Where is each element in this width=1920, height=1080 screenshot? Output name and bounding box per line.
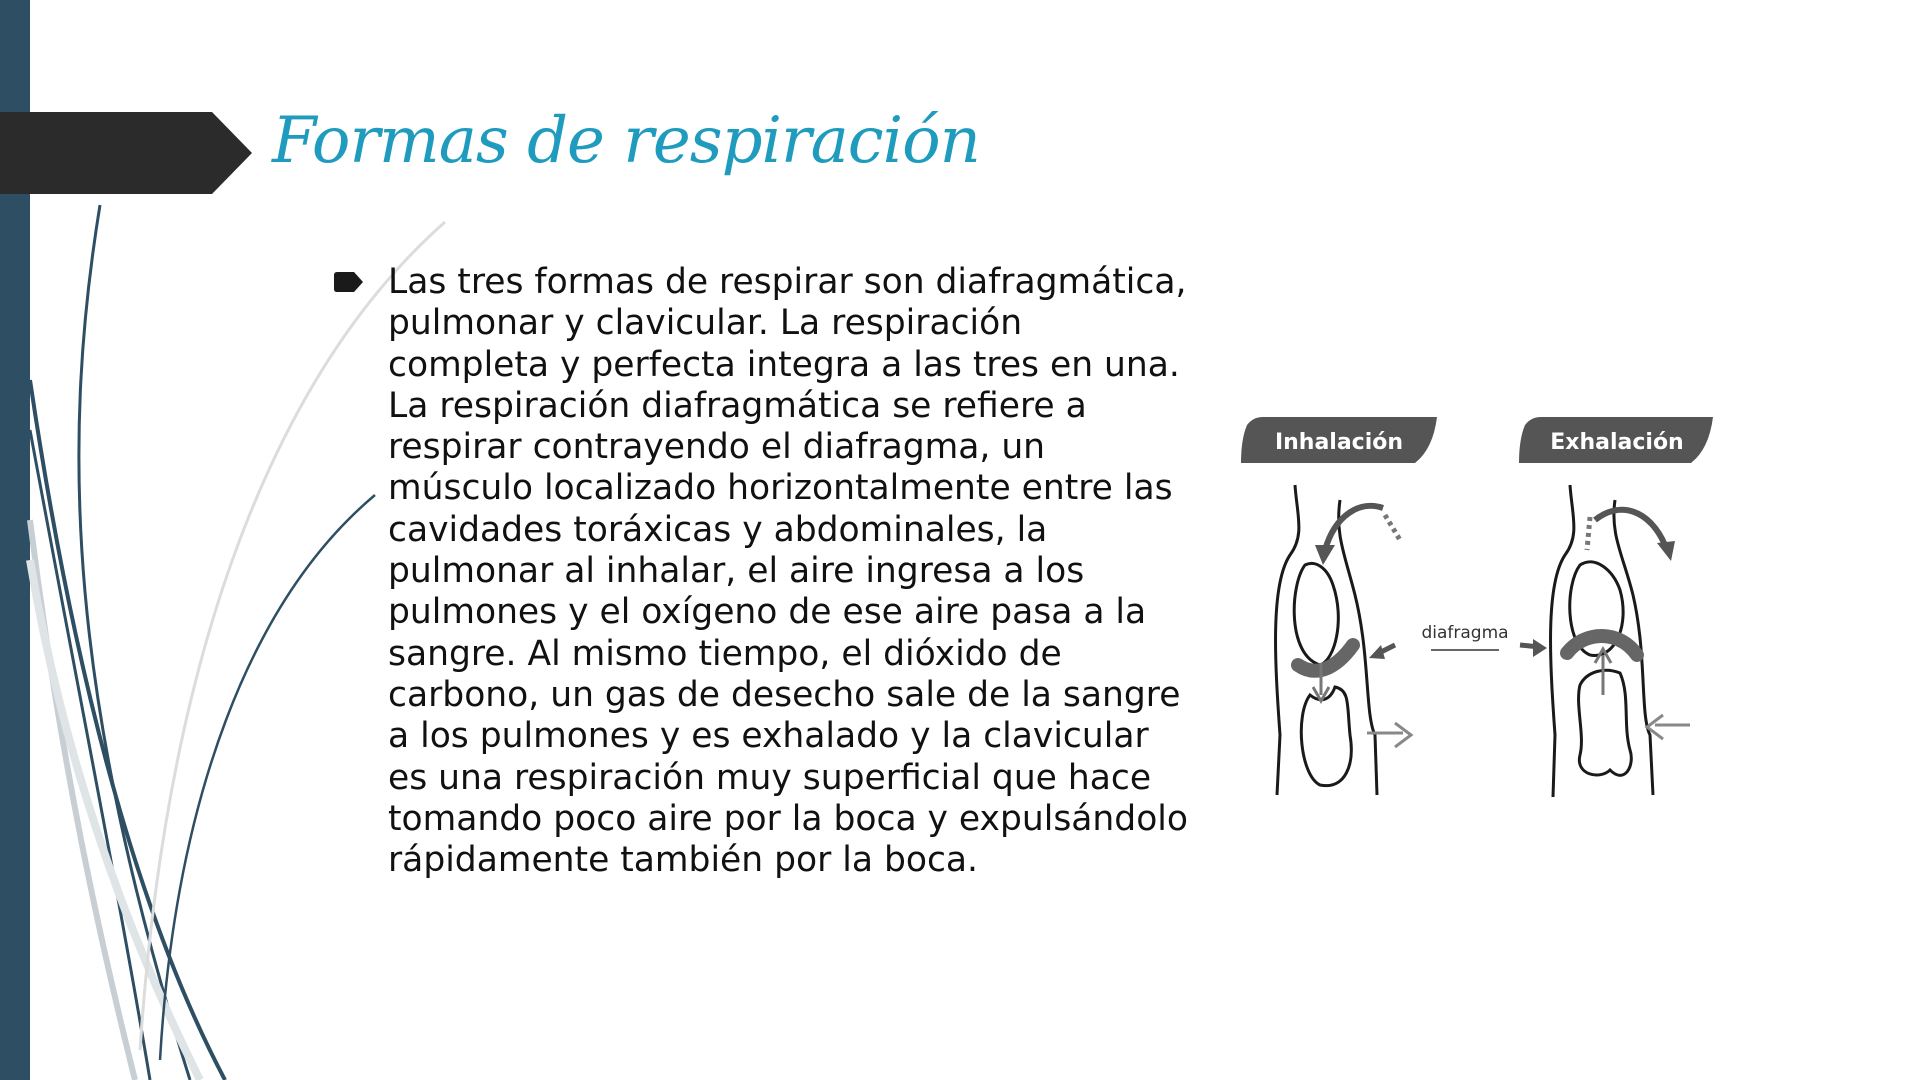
breathing-diagram: [1235, 405, 1735, 825]
diaphragm-label: diafragma: [1421, 623, 1509, 643]
arrow-bullet-icon: [334, 272, 364, 292]
bullet-paragraph: Las tres formas de respirar son diafragmática, pulmonar y clavicular. La respiración completa y perfecta integra a las tres en una. La respiración diafragmática se refiere a respirar contrayendo el diafragma, un músculo localizado horizontalmente entre las cavidades toráxicas y abdominales, la pulmonar al inhalar, el aire ingresa a los pulmones y el oxígeno de ese aire pasa a la sangre. Al mismo tiempo, el dióxido de carbono, un gas de desecho sale de la sangre a los pulmones y es exhalado y la clavicular es una respiración muy superficial que hace tomando poco aire por la boca y expulsándolo rápidamente también por la boca.: [388, 262, 1189, 881]
exhale-air-out-arrow: [1595, 510, 1665, 545]
inhale-body-figure: [1276, 485, 1377, 795]
exhale-in-arrow: [1647, 715, 1690, 739]
exhale-label: Exhalación: [1550, 430, 1684, 455]
inhale-diaphragm: [1298, 645, 1353, 671]
inhale-air-in-arrow: [1325, 506, 1383, 550]
slide-title: Formas de respiración: [272, 104, 980, 178]
title-arrow-banner: [0, 112, 255, 194]
inhale-label: Inhalación: [1274, 430, 1404, 455]
